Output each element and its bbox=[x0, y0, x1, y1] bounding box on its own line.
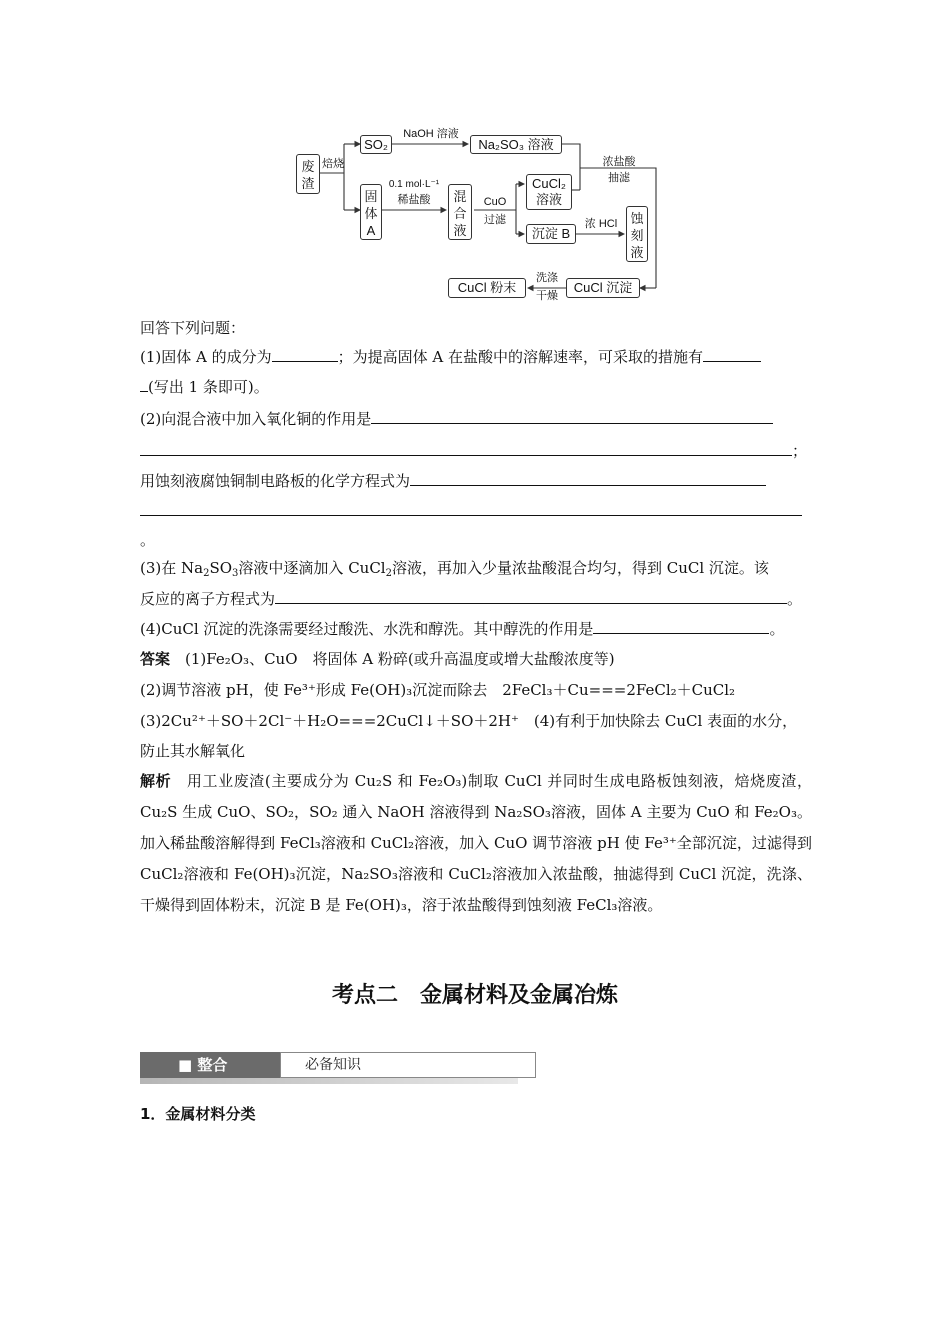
answer-1: (1)Fe₂O₃、CuO 将固体 A 粉碎(或升高温度或增大盐酸浓度等) bbox=[185, 650, 615, 668]
conc-hcl-label: 浓盐酸 bbox=[602, 156, 636, 168]
question-3-line1 bbox=[140, 558, 769, 584]
q1-blank-2[interactable] bbox=[703, 346, 761, 362]
question-1-line2 bbox=[140, 376, 269, 397]
q3-text-a3: 溶液中逐滴加入 CuCl bbox=[238, 559, 386, 577]
question-2-line2 bbox=[140, 440, 807, 461]
so2-box: SO₂ bbox=[360, 135, 392, 154]
na2so3-box: Na₂SO₃ 溶液 bbox=[470, 135, 562, 154]
cucl2-box bbox=[526, 174, 572, 210]
answer-line-2: (2)调节溶液 pH，使 Fe³⁺形成 Fe(OH)₃沉淀而除去 2FeCl₃＋Cu===2FeCl₂＋CuCl₂ bbox=[140, 681, 736, 699]
q3-text-a1: (3)在 Na bbox=[140, 559, 204, 577]
banner-knowledge-text: 必备知识 bbox=[305, 1057, 361, 1073]
q2-text-a: (2)向混合液中加入氧化铜的作用是 bbox=[140, 410, 372, 428]
cuo-label: CuO bbox=[483, 196, 507, 208]
question-2-line3 bbox=[140, 470, 766, 491]
q3-sub-2: 2 bbox=[203, 568, 210, 579]
analysis-label: 解析 bbox=[140, 772, 172, 790]
question-4-line bbox=[140, 618, 784, 639]
naoh-label: NaOH 溶液 bbox=[403, 128, 459, 140]
dilute-hcl-conc-label: 0.1 mol·L⁻¹ bbox=[388, 179, 440, 190]
q2-text-b: 用蚀刻液腐蚀铜制电路板的化学方程式为 bbox=[140, 472, 411, 490]
wash-label: 洗涤 bbox=[536, 272, 558, 284]
q3-sub-3: 3 bbox=[232, 568, 239, 579]
answer-line-4: 防止其水解氧化 bbox=[140, 742, 246, 760]
waste-box: 废渣 bbox=[296, 154, 320, 194]
banner-integrate-text: ■ 整合 bbox=[178, 1056, 228, 1074]
cucl-precipitate-box: CuCl 沉淀 bbox=[566, 278, 640, 298]
q3-text-b: 反应的离子方程式为 bbox=[140, 590, 276, 608]
suction-filter-label: 抽滤 bbox=[608, 172, 630, 184]
q2-semicolon: ； bbox=[792, 442, 808, 460]
filter-label: 过滤 bbox=[484, 214, 506, 226]
question-3-line2 bbox=[140, 588, 802, 609]
dry-label: 干燥 bbox=[536, 290, 558, 302]
q2-blank-1-cont[interactable] bbox=[140, 440, 792, 456]
questions-intro: 回答下列问题： bbox=[140, 319, 246, 337]
q1-text-b: ；为提高固体 A 在盐酸中的溶解速率，可采取的措施有 bbox=[337, 348, 703, 366]
question-2-end: 。 bbox=[140, 531, 156, 549]
q3-blank[interactable] bbox=[275, 588, 787, 604]
analysis-text: 用工业废渣(主要成分为 Cu₂S 和 Fe₂O₃)制取 CuCl 并同时生成电路板蚀刻液，焙烧废渣，Cu₂S 生成 CuO、SO₂，SO₂ 通入 NaOH 溶液得到 Na₂SO₃溶液，固体 A 主要为 CuO 和 Fe₂O₃。加入稀盐酸溶解得到 FeCl₃溶液和 CuCl₂溶液，加入 CuO 调节溶液 pH 使 Fe³⁺全部沉淀，过滤得到 CuCl₂溶液和 Fe(OH)₃沉淀，Na₂SO₃溶液和 CuCl₂溶液加入浓盐酸，抽滤得到 CuCl 沉淀，洗涤、干燥得到固体粉末，沉淀 B 是 Fe(OH)₃，溶于浓盐酸得到蚀刻液 FeCl₃溶液。 bbox=[140, 772, 812, 914]
q4-blank[interactable] bbox=[593, 618, 769, 634]
answer-line-1 bbox=[140, 649, 615, 669]
process-flowchart bbox=[280, 118, 680, 308]
q4-text: (4)CuCl 沉淀的洗涤需要经过酸洗、水洗和醇洗。其中醇洗的作用是 bbox=[140, 620, 594, 638]
q3-end: 。 bbox=[787, 590, 803, 608]
question-2-line4 bbox=[140, 500, 802, 521]
q1-text-c: (写出 1 条即可)。 bbox=[148, 378, 269, 396]
answer-line-3: (3)2Cu²⁺＋SO＋2Cl⁻＋H₂O===2CuCl↓＋SO＋2H⁺ (4)有利于加快除去 CuCl 表面的水分， bbox=[140, 712, 798, 730]
question-1-line1 bbox=[140, 346, 761, 367]
q3-text-a4: 溶液，再加入少量浓盐酸混合均匀，得到 CuCl 沉淀。该 bbox=[391, 559, 769, 577]
question-2-line1 bbox=[140, 408, 773, 429]
section-banner bbox=[140, 1052, 518, 1084]
q1-text-a: (1)固体 A 的成分为 bbox=[140, 348, 272, 366]
precipitate-b-box: 沉淀 B bbox=[526, 224, 576, 244]
cucl-powder-box: CuCl 粉末 bbox=[448, 278, 526, 298]
banner-knowledge bbox=[280, 1052, 536, 1078]
q3-text-a2: SO bbox=[209, 559, 233, 577]
answer-label: 答案 bbox=[140, 650, 171, 668]
roast-label: 焙烧 bbox=[322, 158, 344, 170]
item-1-heading: 1．金属材料分类 bbox=[140, 1105, 256, 1123]
solid-a-box: 固体A bbox=[360, 184, 382, 240]
q2-blank-1[interactable] bbox=[371, 408, 773, 424]
banner-strip bbox=[140, 1078, 518, 1084]
q3-sub-2b: 2 bbox=[385, 568, 392, 579]
q2-blank-2-cont[interactable] bbox=[140, 500, 802, 516]
q1-blank-1[interactable] bbox=[272, 346, 338, 362]
cucl2-line2: 溶液 bbox=[535, 192, 562, 207]
q1-blank-2-cont[interactable] bbox=[140, 376, 148, 392]
banner-integrate bbox=[140, 1052, 280, 1078]
dilute-hcl-label: 稀盐酸 bbox=[397, 194, 431, 206]
etchant-box: 蚀刻液 bbox=[626, 206, 648, 262]
cucl2-line1: CuCl₂ bbox=[532, 176, 566, 191]
q4-end: 。 bbox=[769, 620, 785, 638]
mixture-box: 混合液 bbox=[448, 184, 472, 240]
q2-blank-2[interactable] bbox=[410, 470, 766, 486]
section-title: 考点二 金属材料及金属冶炼 bbox=[331, 983, 618, 1008]
analysis-paragraph bbox=[140, 766, 812, 921]
conc-hcl-arrow-label: 浓 HCl bbox=[584, 218, 618, 230]
